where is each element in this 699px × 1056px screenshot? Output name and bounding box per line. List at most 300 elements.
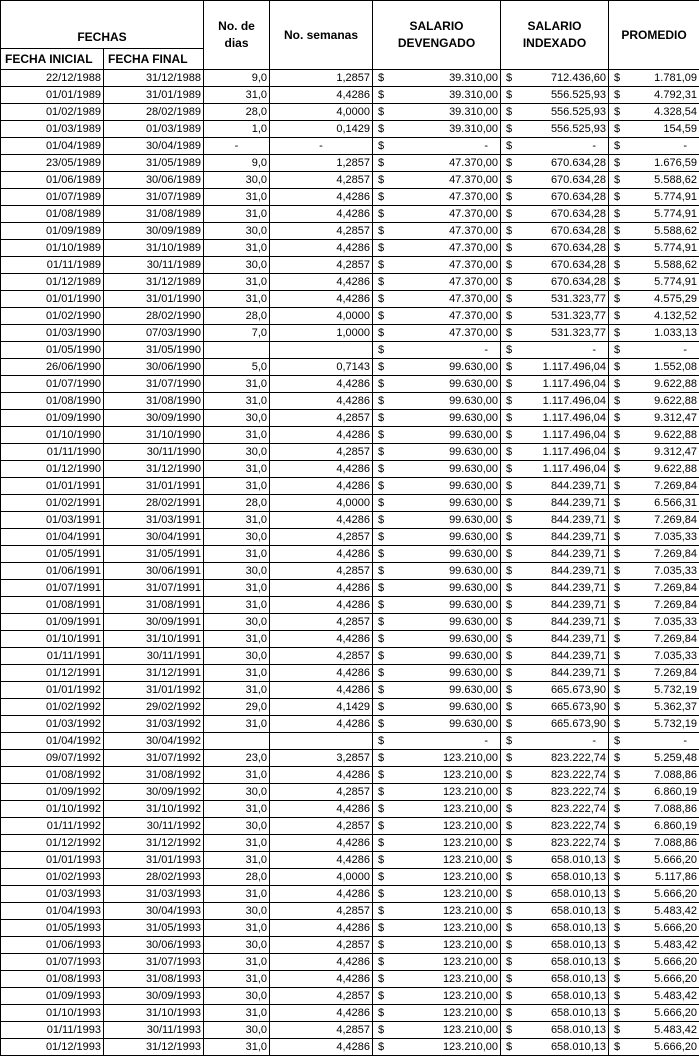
currency-symbol: $ bbox=[375, 836, 384, 851]
semanas-cell: 4,4286 bbox=[270, 665, 373, 682]
salario-devengado-cell bbox=[373, 580, 501, 597]
currency-symbol: $ bbox=[611, 224, 620, 239]
semanas-cell: 4,4286 bbox=[270, 87, 373, 104]
amount-value: 6.860,19 bbox=[654, 785, 697, 800]
currency-symbol: $ bbox=[375, 428, 384, 443]
currency-symbol: $ bbox=[375, 955, 384, 970]
salario-indexado-cell bbox=[501, 155, 609, 172]
amount-value: 123.210,00 bbox=[443, 870, 498, 885]
fecha-inicial-cell: 01/02/1989 bbox=[1, 104, 104, 121]
dias-cell: 31,0 bbox=[204, 546, 270, 563]
table-row bbox=[1, 818, 699, 835]
table-row bbox=[1, 886, 699, 903]
salario-devengado-cell bbox=[373, 597, 501, 614]
promedio-cell bbox=[609, 580, 699, 597]
fecha-inicial-cell: 01/03/1991 bbox=[1, 512, 104, 529]
promedio-cell bbox=[609, 852, 699, 869]
semanas-cell: 4,4286 bbox=[270, 291, 373, 308]
dias-cell: 30,0 bbox=[204, 172, 270, 189]
dias-cell: 31,0 bbox=[204, 240, 270, 257]
currency-symbol: $ bbox=[503, 292, 512, 307]
currency-symbol: $ bbox=[375, 496, 384, 511]
table-body bbox=[1, 70, 699, 1056]
amount-value: 5.588,62 bbox=[654, 258, 697, 273]
amount-value: - bbox=[683, 139, 697, 154]
fecha-inicial-cell: 01/12/1991 bbox=[1, 665, 104, 682]
semanas-cell: 4,4286 bbox=[270, 1005, 373, 1022]
salario-devengado-cell bbox=[373, 274, 501, 291]
amount-value: 844.239,71 bbox=[551, 547, 606, 562]
amount-value: 556.525,93 bbox=[551, 122, 606, 137]
fecha-inicial-cell: 01/04/1989 bbox=[1, 138, 104, 155]
currency-symbol: $ bbox=[375, 581, 384, 596]
amount-value: 99.630,00 bbox=[449, 360, 498, 375]
dias-cell: 30,0 bbox=[204, 410, 270, 427]
currency-symbol: $ bbox=[375, 785, 384, 800]
amount-value: 123.210,00 bbox=[443, 1006, 498, 1021]
salario-devengado-cell bbox=[373, 648, 501, 665]
fecha-inicial-cell: 01/07/1989 bbox=[1, 189, 104, 206]
fecha-final-cell: 31/01/1993 bbox=[104, 852, 204, 869]
salario-indexado-cell bbox=[501, 410, 609, 427]
dias-cell: 28,0 bbox=[204, 869, 270, 886]
table-row bbox=[1, 971, 699, 988]
amount-value: 99.630,00 bbox=[449, 479, 498, 494]
currency-symbol: $ bbox=[503, 173, 512, 188]
dias-cell: 31,0 bbox=[204, 376, 270, 393]
promedio-cell bbox=[609, 597, 699, 614]
dias-cell: 28,0 bbox=[204, 308, 270, 325]
semanas-cell: 4,4286 bbox=[270, 274, 373, 291]
table-row bbox=[1, 988, 699, 1005]
salario-devengado-cell bbox=[373, 954, 501, 971]
fecha-final-cell: 31/12/1991 bbox=[104, 665, 204, 682]
currency-symbol: $ bbox=[611, 479, 620, 494]
salario-indexado-cell bbox=[501, 563, 609, 580]
currency-symbol: $ bbox=[611, 938, 620, 953]
salario-devengado-cell bbox=[373, 665, 501, 682]
amount-value: 6.566,31 bbox=[654, 496, 697, 511]
amount-value: 47.370,00 bbox=[449, 326, 498, 341]
salario-indexado-cell bbox=[501, 427, 609, 444]
fecha-inicial-cell: 01/04/1993 bbox=[1, 903, 104, 920]
currency-symbol: $ bbox=[503, 156, 512, 171]
fecha-inicial-cell: 01/05/1991 bbox=[1, 546, 104, 563]
promedio-cell bbox=[609, 223, 699, 240]
dias-cell: 31,0 bbox=[204, 393, 270, 410]
dias-cell: 31,0 bbox=[204, 886, 270, 903]
fecha-final-cell: 31/08/1990 bbox=[104, 393, 204, 410]
fecha-final-cell: 31/01/1992 bbox=[104, 682, 204, 699]
salario-devengado-cell bbox=[373, 801, 501, 818]
semanas-cell: 4,2857 bbox=[270, 1022, 373, 1039]
semanas-cell: 4,2857 bbox=[270, 937, 373, 954]
table-row bbox=[1, 393, 699, 410]
amount-value: 47.370,00 bbox=[449, 275, 498, 290]
dias-cell: 23,0 bbox=[204, 750, 270, 767]
currency-symbol: $ bbox=[611, 530, 620, 545]
amount-value: 99.630,00 bbox=[449, 428, 498, 443]
amount-value: 844.239,71 bbox=[551, 632, 606, 647]
amount-value: 47.370,00 bbox=[449, 309, 498, 324]
salario-devengado-cell bbox=[373, 699, 501, 716]
amount-value: 99.630,00 bbox=[449, 564, 498, 579]
currency-symbol: $ bbox=[375, 139, 384, 154]
amount-value: 844.239,71 bbox=[551, 564, 606, 579]
currency-symbol: $ bbox=[611, 88, 620, 103]
fecha-final-cell: 31/07/1990 bbox=[104, 376, 204, 393]
currency-symbol: $ bbox=[375, 71, 384, 86]
amount-value: 5.483,42 bbox=[654, 989, 697, 1004]
dias-cell: 31,0 bbox=[204, 512, 270, 529]
amount-value: 99.630,00 bbox=[449, 598, 498, 613]
currency-symbol: $ bbox=[611, 887, 620, 902]
table-row bbox=[1, 784, 699, 801]
fecha-inicial-cell: 01/02/1992 bbox=[1, 699, 104, 716]
fecha-final-cell: 30/11/1992 bbox=[104, 818, 204, 835]
salario-devengado-cell bbox=[373, 869, 501, 886]
semanas-cell: 4,4286 bbox=[270, 189, 373, 206]
amount-value: 844.239,71 bbox=[551, 530, 606, 545]
salario-devengado-cell bbox=[373, 495, 501, 512]
semanas-cell: 4,4286 bbox=[270, 427, 373, 444]
fecha-final-cell: 01/03/1989 bbox=[104, 121, 204, 138]
currency-symbol: $ bbox=[375, 122, 384, 137]
table-row bbox=[1, 1022, 699, 1039]
table-row bbox=[1, 529, 699, 546]
semanas-cell: 4,2857 bbox=[270, 614, 373, 631]
semanas-cell: 4,4286 bbox=[270, 478, 373, 495]
promedio-cell bbox=[609, 716, 699, 733]
dias-cell: 28,0 bbox=[204, 104, 270, 121]
amount-value: 1.117.496,04 bbox=[543, 360, 606, 375]
amount-value: 670.634,28 bbox=[551, 173, 606, 188]
amount-value: 123.210,00 bbox=[443, 887, 498, 902]
currency-symbol: $ bbox=[611, 190, 620, 205]
salario-indexado-cell bbox=[501, 529, 609, 546]
salario-indexado-cell bbox=[501, 291, 609, 308]
currency-symbol: $ bbox=[375, 530, 384, 545]
salario-indexado-cell bbox=[501, 716, 609, 733]
currency-symbol: $ bbox=[375, 190, 384, 205]
dias-cell: 29,0 bbox=[204, 699, 270, 716]
salario-devengado-cell bbox=[373, 410, 501, 427]
salario-indexado-cell bbox=[501, 359, 609, 376]
semanas-cell: 4,4286 bbox=[270, 801, 373, 818]
currency-symbol: $ bbox=[611, 139, 620, 154]
fecha-inicial-cell: 01/01/1991 bbox=[1, 478, 104, 495]
amount-value: 531.323,77 bbox=[551, 292, 606, 307]
salario-indexado-cell bbox=[501, 206, 609, 223]
salario-devengado-cell bbox=[373, 818, 501, 835]
fecha-inicial-cell: 01/09/1989 bbox=[1, 223, 104, 240]
dias-cell: 31,0 bbox=[204, 189, 270, 206]
semanas-cell: 4,2857 bbox=[270, 529, 373, 546]
currency-symbol: $ bbox=[611, 394, 620, 409]
salario-devengado-cell bbox=[373, 325, 501, 342]
promedio-cell bbox=[609, 461, 699, 478]
fecha-final-cell: 30/09/1989 bbox=[104, 223, 204, 240]
currency-symbol: $ bbox=[503, 853, 512, 868]
fecha-inicial-cell: 01/03/1989 bbox=[1, 121, 104, 138]
currency-symbol: $ bbox=[503, 887, 512, 902]
amount-value: 5.483,42 bbox=[654, 1023, 697, 1038]
fecha-final-cell: 31/01/1989 bbox=[104, 87, 204, 104]
currency-symbol: $ bbox=[503, 326, 512, 341]
fecha-inicial-cell: 01/10/1990 bbox=[1, 427, 104, 444]
salario-indexado-cell bbox=[501, 70, 609, 87]
salario-devengado-cell bbox=[373, 767, 501, 784]
currency-symbol: $ bbox=[375, 717, 384, 732]
amount-value: 7.269,84 bbox=[654, 513, 697, 528]
salario-devengado-cell bbox=[373, 716, 501, 733]
fecha-inicial-cell: 01/03/1992 bbox=[1, 716, 104, 733]
currency-symbol: $ bbox=[611, 1023, 620, 1038]
amount-value: 5.732,19 bbox=[654, 683, 697, 698]
fecha-inicial-cell: 01/07/1991 bbox=[1, 580, 104, 597]
fecha-final-cell: 31/07/1992 bbox=[104, 750, 204, 767]
amount-value: 7.269,84 bbox=[654, 581, 697, 596]
table-row bbox=[1, 308, 699, 325]
dias-cell: 30,0 bbox=[204, 614, 270, 631]
amount-value: - bbox=[592, 139, 606, 154]
fecha-final-cell: 30/11/1990 bbox=[104, 444, 204, 461]
promedio-cell bbox=[609, 206, 699, 223]
amount-value: 5.483,42 bbox=[654, 904, 697, 919]
currency-symbol: $ bbox=[611, 122, 620, 137]
fecha-final-cell: 31/07/1993 bbox=[104, 954, 204, 971]
fecha-final-cell: 31/01/1990 bbox=[104, 291, 204, 308]
currency-symbol: $ bbox=[375, 326, 384, 341]
table-row bbox=[1, 835, 699, 852]
amount-value: 154,59 bbox=[663, 122, 697, 137]
currency-symbol: $ bbox=[611, 700, 620, 715]
salario-devengado-cell bbox=[373, 937, 501, 954]
dias-cell: 30,0 bbox=[204, 563, 270, 580]
promedio-cell bbox=[609, 393, 699, 410]
fecha-inicial-cell: 01/08/1993 bbox=[1, 971, 104, 988]
salario-indexado-cell bbox=[501, 512, 609, 529]
fecha-final-cell: 30/11/1991 bbox=[104, 648, 204, 665]
currency-symbol: $ bbox=[375, 921, 384, 936]
currency-symbol: $ bbox=[375, 1040, 384, 1055]
dias-cell: 7,0 bbox=[204, 325, 270, 342]
fecha-final-cell: 31/05/1989 bbox=[104, 155, 204, 172]
amount-value: 1.781,09 bbox=[654, 71, 697, 86]
currency-symbol: $ bbox=[375, 700, 384, 715]
amount-value: - bbox=[484, 734, 498, 749]
table-row bbox=[1, 104, 699, 121]
currency-symbol: $ bbox=[503, 700, 512, 715]
fecha-final-cell: 29/02/1992 bbox=[104, 699, 204, 716]
amount-value: 712.436,60 bbox=[551, 71, 606, 86]
salario-devengado-cell bbox=[373, 733, 501, 750]
currency-symbol: $ bbox=[503, 785, 512, 800]
salario-devengado-cell bbox=[373, 750, 501, 767]
salario-indexado-header: SALARIO INDEXADO bbox=[501, 1, 609, 70]
salario-indexado-cell bbox=[501, 733, 609, 750]
currency-symbol: $ bbox=[375, 479, 384, 494]
promedio-cell bbox=[609, 308, 699, 325]
salario-indexado-cell bbox=[501, 223, 609, 240]
promedio-cell bbox=[609, 1005, 699, 1022]
dias-cell: 30,0 bbox=[204, 257, 270, 274]
currency-symbol: $ bbox=[611, 105, 620, 120]
fecha-final-cell: 31/12/1990 bbox=[104, 461, 204, 478]
salario-indexado-cell bbox=[501, 1022, 609, 1039]
semanas-cell: 4,2857 bbox=[270, 563, 373, 580]
table-row bbox=[1, 597, 699, 614]
currency-symbol: $ bbox=[611, 445, 620, 460]
salario-indexado-cell bbox=[501, 138, 609, 155]
amount-value: 123.210,00 bbox=[443, 853, 498, 868]
currency-symbol: $ bbox=[611, 768, 620, 783]
fecha-inicial-cell: 01/10/1992 bbox=[1, 801, 104, 818]
promedio-cell bbox=[609, 529, 699, 546]
semanas-cell: 4,4286 bbox=[270, 461, 373, 478]
dias-cell: 30,0 bbox=[204, 988, 270, 1005]
amount-value: 39.310,00 bbox=[449, 71, 498, 86]
fecha-final-cell: 31/05/1993 bbox=[104, 920, 204, 937]
amount-value: 7.035,33 bbox=[654, 564, 697, 579]
semanas-cell: 4,4286 bbox=[270, 716, 373, 733]
table-row bbox=[1, 580, 699, 597]
currency-symbol: $ bbox=[375, 411, 384, 426]
fecha-inicial-cell: 01/01/1990 bbox=[1, 291, 104, 308]
dias-cell: 30,0 bbox=[204, 818, 270, 835]
fecha-final-cell: 31/12/1993 bbox=[104, 1039, 204, 1056]
fecha-final-cell: 31/07/1991 bbox=[104, 580, 204, 597]
currency-symbol: $ bbox=[611, 275, 620, 290]
currency-symbol: $ bbox=[503, 836, 512, 851]
amount-value: 47.370,00 bbox=[449, 241, 498, 256]
table-row bbox=[1, 257, 699, 274]
amount-value: 123.210,00 bbox=[443, 768, 498, 783]
currency-symbol: $ bbox=[503, 394, 512, 409]
salario-devengado-cell bbox=[373, 172, 501, 189]
fecha-final-cell: 31/08/1993 bbox=[104, 971, 204, 988]
semanas-cell: 4,4286 bbox=[270, 580, 373, 597]
amount-value: 47.370,00 bbox=[449, 190, 498, 205]
dias-cell: 30,0 bbox=[204, 937, 270, 954]
amount-value: 823.222,74 bbox=[551, 802, 606, 817]
fecha-final-header: FECHA FINAL bbox=[104, 49, 204, 70]
table-row bbox=[1, 240, 699, 257]
salario-indexado-cell bbox=[501, 1039, 609, 1056]
currency-symbol: $ bbox=[503, 530, 512, 545]
dias-cell: 31,0 bbox=[204, 597, 270, 614]
currency-symbol: $ bbox=[375, 853, 384, 868]
currency-symbol: $ bbox=[611, 683, 620, 698]
salario-indexado-cell bbox=[501, 172, 609, 189]
table-row bbox=[1, 138, 699, 155]
amount-value: 123.210,00 bbox=[443, 785, 498, 800]
fecha-final-cell: 31/08/1991 bbox=[104, 597, 204, 614]
fecha-final-cell: 30/04/1991 bbox=[104, 529, 204, 546]
fecha-inicial-cell: 09/07/1992 bbox=[1, 750, 104, 767]
fecha-final-cell: 30/04/1992 bbox=[104, 733, 204, 750]
promedio-cell bbox=[609, 648, 699, 665]
salario-devengado-cell bbox=[373, 988, 501, 1005]
currency-symbol: $ bbox=[375, 972, 384, 987]
currency-symbol: $ bbox=[611, 71, 620, 86]
dias-cell: 31,0 bbox=[204, 716, 270, 733]
currency-symbol: $ bbox=[503, 343, 512, 358]
fecha-final-cell: 30/04/1989 bbox=[104, 138, 204, 155]
fecha-final-cell: 31/12/1988 bbox=[104, 70, 204, 87]
fecha-final-cell: 28/02/1989 bbox=[104, 104, 204, 121]
currency-symbol: $ bbox=[375, 870, 384, 885]
currency-symbol: $ bbox=[375, 989, 384, 1004]
dias-cell: 28,0 bbox=[204, 495, 270, 512]
fecha-inicial-cell: 01/07/1990 bbox=[1, 376, 104, 393]
table-row bbox=[1, 937, 699, 954]
dias-cell: 5,0 bbox=[204, 359, 270, 376]
currency-symbol: $ bbox=[375, 819, 384, 834]
dias-cell: - bbox=[204, 138, 270, 155]
amount-value: 844.239,71 bbox=[551, 581, 606, 596]
fecha-inicial-cell: 01/12/1990 bbox=[1, 461, 104, 478]
amount-value: 1.117.496,04 bbox=[543, 394, 606, 409]
promedio-cell bbox=[609, 971, 699, 988]
currency-symbol: $ bbox=[611, 870, 620, 885]
salario-indexado-cell bbox=[501, 988, 609, 1005]
fecha-inicial-cell: 01/11/1989 bbox=[1, 257, 104, 274]
amount-value: 99.630,00 bbox=[449, 411, 498, 426]
semanas-cell bbox=[270, 733, 373, 750]
fecha-inicial-cell: 01/05/1990 bbox=[1, 342, 104, 359]
table-row bbox=[1, 376, 699, 393]
promedio-cell bbox=[609, 835, 699, 852]
amount-value: 658.010,13 bbox=[551, 921, 606, 936]
promedio-cell bbox=[609, 682, 699, 699]
salario-indexado-cell bbox=[501, 937, 609, 954]
fecha-final-cell: 30/06/1991 bbox=[104, 563, 204, 580]
semanas-cell: 4,4286 bbox=[270, 920, 373, 937]
currency-symbol: $ bbox=[611, 598, 620, 613]
amount-value: 5.666,20 bbox=[654, 921, 697, 936]
currency-symbol: $ bbox=[503, 360, 512, 375]
semanas-cell: 4,4286 bbox=[270, 971, 373, 988]
currency-symbol: $ bbox=[503, 802, 512, 817]
amount-value: 5.666,20 bbox=[654, 853, 697, 868]
currency-symbol: $ bbox=[375, 1023, 384, 1038]
salario-indexado-cell bbox=[501, 478, 609, 495]
salario-devengado-cell bbox=[373, 138, 501, 155]
semanas-cell: 4,4286 bbox=[270, 393, 373, 410]
currency-symbol: $ bbox=[503, 241, 512, 256]
table-row bbox=[1, 750, 699, 767]
promedio-cell bbox=[609, 172, 699, 189]
amount-value: 665.673,90 bbox=[551, 717, 606, 732]
dias-cell: 1,0 bbox=[204, 121, 270, 138]
salario-indexado-cell bbox=[501, 1005, 609, 1022]
amount-value: 5.774,91 bbox=[654, 207, 697, 222]
amount-value: 99.630,00 bbox=[449, 581, 498, 596]
amount-value: - bbox=[484, 343, 498, 358]
amount-value: 7.269,84 bbox=[654, 479, 697, 494]
amount-value: 5.666,20 bbox=[654, 1040, 697, 1055]
table-row bbox=[1, 852, 699, 869]
table-row bbox=[1, 155, 699, 172]
table-row bbox=[1, 699, 699, 716]
semanas-cell: - bbox=[270, 138, 373, 155]
salario-devengado-cell bbox=[373, 342, 501, 359]
semanas-cell: 4,2857 bbox=[270, 172, 373, 189]
dias-cell: 30,0 bbox=[204, 223, 270, 240]
currency-symbol: $ bbox=[611, 581, 620, 596]
currency-symbol: $ bbox=[611, 989, 620, 1004]
